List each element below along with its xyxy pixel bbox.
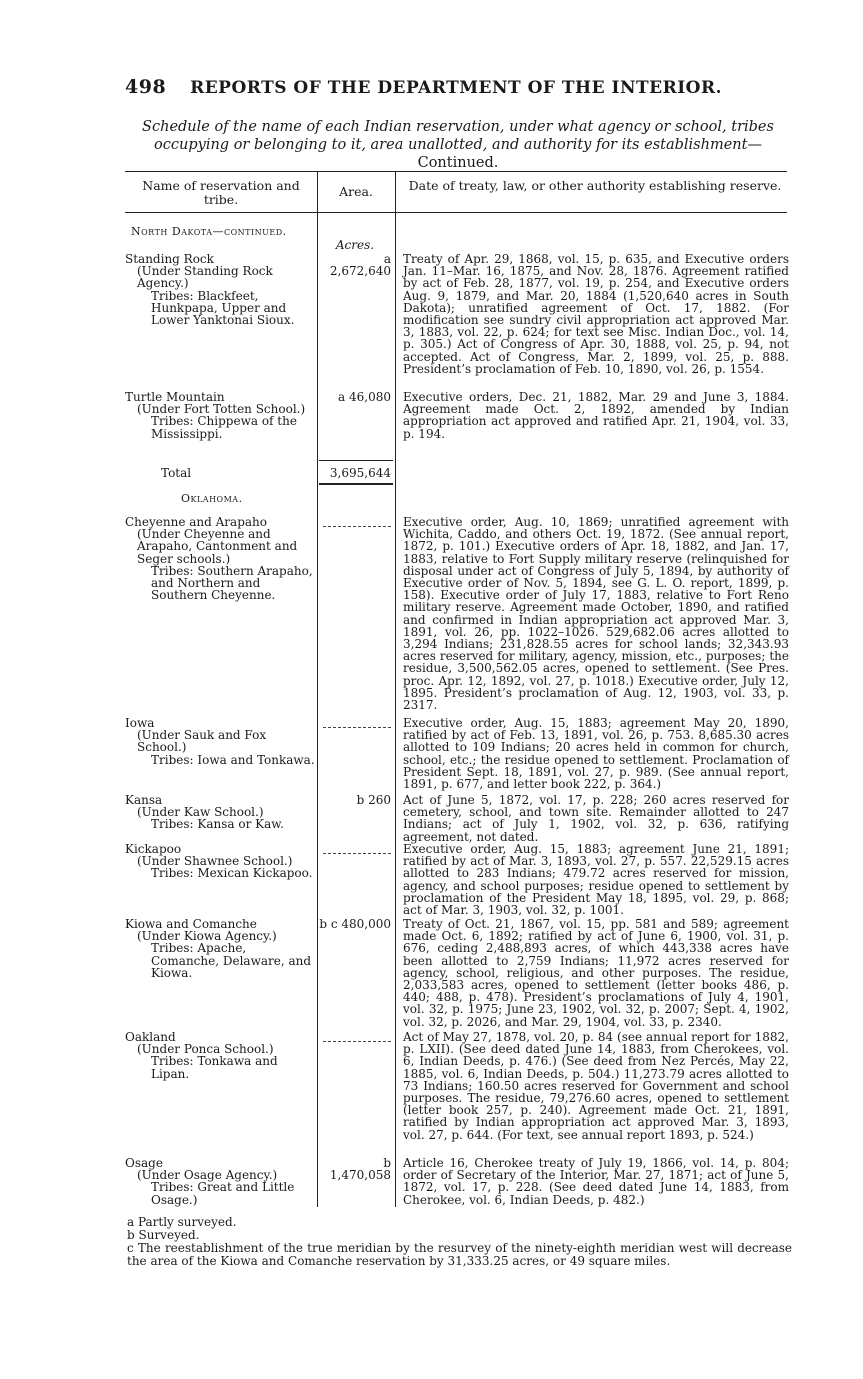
reservation-tribes: Tribes: Southern Arapaho, and Northern and Southern Cheyenne. (151, 563, 313, 603)
table-caption (118, 118, 798, 172)
reservation-area: b 260 (356, 793, 391, 807)
list-item (125, 794, 315, 831)
reservation-authority: Treaty of Oct. 21, 1867, vol. 15, pp. 581 and 589; agreement made Oct. 6, 1892; ratified by act of June 6, 1900, vol. 31, p. 676, ceding 2,488,893 acres, of which 443,338 acres have been allotted to 2,759 Indians; 11,972 acres reserved for agency, school, religious, and other purposes. The residue, 2,033,583 acres, opened to settlement (letter books 486, p. 440; 488, p. 478). President’s proclamations of July 4, 1901, vol. 32, p. 1975; June 23, 1902, vol. 32, p. 2007; Sept. 4, 1902, vol. 32, p. 2026, and Mar. 29, 1904, vol. 33, p. 2340. (403, 917, 789, 1029)
reservation-name: Cheyenne and Arapaho (125, 515, 267, 529)
page-number: 498 (125, 76, 167, 98)
reservation-area: b c 480,000 (319, 917, 391, 931)
area-blank-leader (323, 1041, 391, 1042)
total-value: 3,695,644 (329, 466, 391, 480)
area-blank-leader (323, 526, 391, 527)
reservation-agency: (Under Ponca School.) (137, 1042, 274, 1057)
reservation-authority: Executive order, Aug. 10, 1869; unratified agreement with Wichita, Caddo, and others Oct. 19, 1872. (See annual report, 1872, p. 101.) Executive orders of Apr. 18, 1882, and Jan. 17, 1883, relative to Fort Supply military reserve (relinquished for disposal under act of Congress of July 5, 1894, by authority of Executive order of Nov. 5, 1894, see G. L. O. report, 1899, p. 158). Executive order of July 17, 1883, relative to Fort Reno military reserve. Agreement made October, 1890, and ratified and confirmed in Indian appropriation act approved Mar. 3, 1891, vol. 26, pp. 1022–1026. 529,682.06 acres allotted to 3,294 Indians; 231,828.55 acres for school lands; 32,343.93 acres reserved for military, agency, mission, etc., purposes; the residue, 3,500,562.05 acres, opened to settlement. (See Pres. proc. Apr. 12, 1892, vol. 27, p. 1018.) Executive order, July 12, 1895. President’s proclamation of Aug. 12, 1903, vol. 33, p. 2317. (403, 515, 789, 713)
column-header-authority: Date of treaty, law, or other authority establishing reserve. (408, 178, 782, 193)
caption-continued: —Continued. (417, 137, 762, 171)
page-header (125, 76, 795, 98)
total-label: Total (161, 466, 192, 480)
section-north-dakota: North Dakota—continued. (131, 225, 287, 238)
list-item (125, 253, 315, 326)
reservation-agency: (Under Standing Rock Agency.) (137, 264, 273, 291)
footnote-c: c The reestablishment of the true meridian by the resurvey of the ninety-eighth meridian west will decrease the area of the Kiowa and Comanche reservation by 31,333.25 acres, or 49 square miles. (127, 1241, 792, 1268)
reservation-agency: (Under Cheyenne and Arapaho, Cantonment and Seger schools.) (137, 527, 298, 566)
acres-label: Acres. (335, 238, 375, 252)
reservation-agency: (Under Kiowa Agency.) (137, 929, 277, 944)
list-item (125, 1157, 315, 1206)
reservation-tribes: Tribes: Iowa and Tonkawa. (151, 752, 315, 767)
reservation-table (125, 171, 787, 1209)
reservation-name: Oakland (125, 1030, 176, 1044)
list-item (125, 1031, 315, 1080)
section-oklahoma: Oklahoma. (181, 492, 243, 505)
list-item (125, 516, 315, 601)
reservation-tribes: Tribes: Blackfeet, Hunkpapa, Upper and Lower Yanktonai Sioux. (151, 288, 295, 328)
list-item (125, 391, 315, 440)
reservation-agency: (Under Fort Totten School.) (137, 402, 306, 417)
reservation-tribes: Tribes: Apache, Comanche, Delaware, and Kiowa. (151, 941, 312, 980)
reservation-name: Turtle Mountain (125, 390, 225, 404)
column-header-area: Area. (339, 184, 373, 199)
column-header-name: Name of reservation and tribe. (142, 178, 300, 207)
list-item (125, 843, 315, 880)
reservation-authority: Executive order, Aug. 15, 1883; agreement May 20, 1890, ratified by act of Feb. 13, 1891, vol. 26, p. 753. 8,685.30 acres allotted to 109 Indians; 20 acres held in common for church, school, etc.; the residue opened to settlement. Proclamation of President Sept. 18, 1891, vol. 27, p. 989. (See annual report, 1891, p. 677, and letter book 222, p. 364.) (403, 716, 789, 792)
header-bottom-rule (125, 212, 787, 213)
reservation-tribes: Tribes: Great and Little Osage.) (151, 1180, 295, 1207)
reservation-tribes: Tribes: Chippewa of the Mississippi. (151, 414, 297, 441)
footnote-a: a Partly surveyed. (127, 1215, 237, 1229)
reservation-authority: Executive order, Aug. 15, 1883; agreement June 21, 1891; ratified by act of Mar. 3, 1893, vol. 27, p. 557. 22,529.15 acres allotted to 283 Indians; 479.72 acres reserved for mission, agency, and school purposes; residue opened to settlement by proclamation of the President May 18, 1895, vol. 29, p. 868; act of Mar. 3, 1903, vol. 32, p. 1001. (403, 842, 789, 918)
reservation-authority: Act of June 5, 1872, vol. 17, p. 228; 260 acres reserved for cemetery, school, and town site. Remainder allotted to 247 Indians; act of July 1, 1902, vol. 32, p. 636, ratifying agreement, not dated. (403, 793, 789, 844)
reservation-name: Standing Rock (125, 252, 214, 266)
reservation-area: a 46,080 (338, 390, 391, 404)
reservation-agency: (Under Shawnee School.) (137, 854, 293, 869)
caption-text: Schedule of the name of each Indian reservation, under what agency or school, tribes occupying or belonging to it, area unallotted, and authority for its establishment (142, 119, 774, 153)
reservation-authority: Article 16, Cherokee treaty of July 19, 1866, vol. 14, p. 804; order of Secretary of the Interior, Mar. 27, 1871; act of June 5, 1872, vol. 17, p. 228. (See deed dated June 14, 1883, from Cherokee, vol. 6, Indian Deeds, p. 482.) (403, 1156, 789, 1207)
reservation-tribes: Tribes: Tonkawa and Lipan. (151, 1054, 278, 1081)
reservation-name: Osage (125, 1156, 163, 1170)
list-item (125, 918, 315, 979)
reservation-tribes: Tribes: Mexican Kickapoo. (151, 866, 313, 881)
reservation-name: Kiowa and Comanche (125, 917, 257, 931)
reservation-agency: (Under Kaw School.) (137, 805, 264, 820)
reservation-name: Iowa (125, 716, 155, 730)
reservation-name: Kickapoo (125, 842, 182, 856)
total-bottom-rule (319, 483, 393, 485)
reservation-area: b 1,470,058 (329, 1156, 391, 1183)
reservation-tribes: Tribes: Kansa or Kaw. (151, 817, 284, 832)
list-item (125, 717, 315, 766)
table-top-rule (125, 171, 787, 172)
column-divider-1 (317, 171, 318, 1207)
reservation-agency: (Under Osage Agency.) (137, 1168, 278, 1183)
column-divider-2 (395, 171, 396, 1207)
reservation-agency: (Under Sauk and Fox School.) (137, 728, 267, 755)
reservation-name: Kansa (125, 793, 163, 807)
reservation-area: a 2,672,640 (329, 252, 391, 279)
footnote-b: b Surveyed. (127, 1228, 200, 1242)
area-blank-leader (323, 727, 391, 728)
running-title: REPORTS OF THE DEPARTMENT OF THE INTERIOR. (190, 78, 723, 98)
reservation-authority: Treaty of Apr. 29, 1868, vol. 15, p. 635, and Executive orders Jan. 11–Mar. 16, 1875, and Nov. 28, 1876. Agreement ratified by act of Feb. 28, 1877, vol. 19, p. 254, and Executive orders Aug. 9, 1879, and Mar. 20, 1884 (1,520,640 acres in South Dakota); unratified agreement of Oct. 17, 1882. (For modification see sundry civil appropriation act approved Mar. 3, 1883, vol. 22, p. 624; for text see Misc. Indian Doc., vol. 14, p. 305.) Act of Congress of Apr. 30, 1888, vol. 25, p. 94, not accepted. Act of Congress, Mar. 2, 1899, vol. 25, p. 888. President’s proclamation of Feb. 10, 1890, vol. 26, p. 1554. (403, 252, 789, 376)
reservation-authority: Executive orders, Dec. 21, 1882, Mar. 29 and June 3, 1884. Agreement made Oct. 2, 1892, amended by Indian appropriation act approved and ratified Apr. 21, 1904, vol. 33, p. 194. (403, 390, 789, 441)
reservation-authority: Act of May 27, 1878, vol. 20, p. 84 (see annual report for 1882, p. LXII). (See deed dated June 14, 1883, from Cherokees, vol. 6, Indian Deeds, p. 476.) (See deed from Nez Percés, May 22, 1885, vol. 6, Indian Deeds, p. 504.) 11,273.79 acres allotted to 73 Indians; 160.50 acres reserved for Government and school purposes. The residue, 79,276.60 acres, opened to settlement (letter book 257, p. 240). Agreement made Oct. 21, 1891, ratified by Indian appropriation act approved Mar. 3, 1893, vol. 27, p. 644. (For text, see annual report 1893, p. 524.) (403, 1030, 789, 1142)
total-top-rule (319, 460, 393, 461)
area-blank-leader (323, 853, 391, 854)
